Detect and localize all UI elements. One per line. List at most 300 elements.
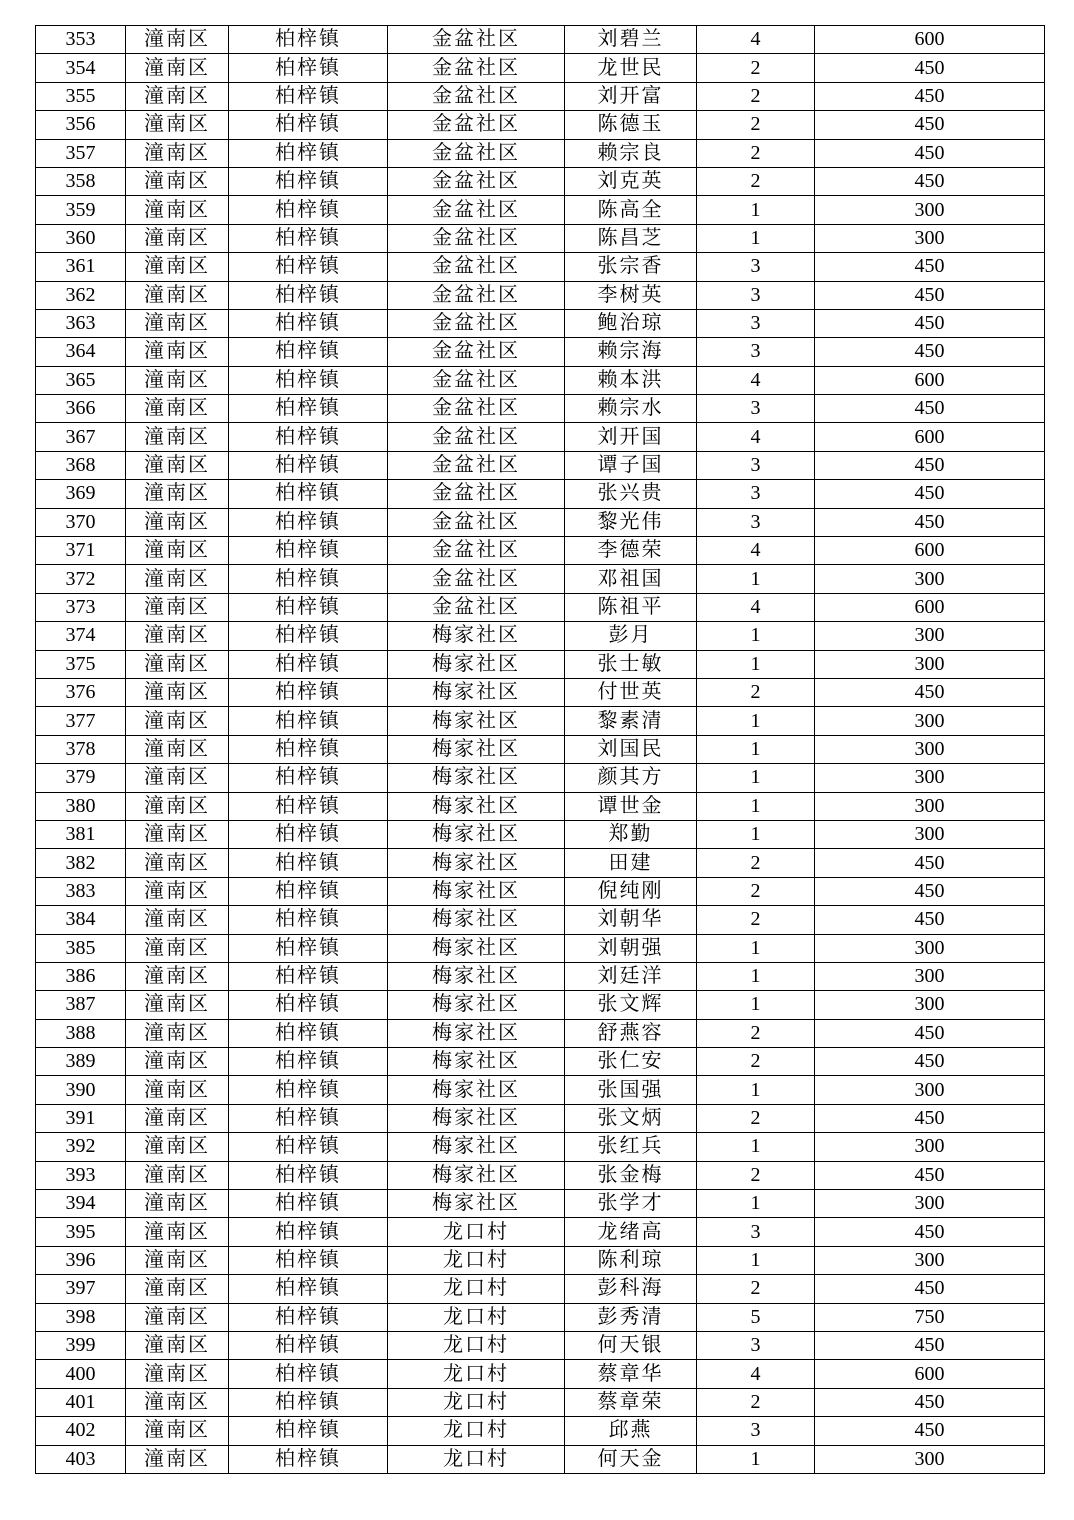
table-row bbox=[36, 707, 1045, 735]
row-number-cell: 393 bbox=[36, 1161, 126, 1189]
table-row bbox=[36, 1246, 1045, 1274]
row-number-cell: 381 bbox=[36, 820, 126, 848]
table-row bbox=[36, 1161, 1045, 1189]
household-size-cell: 4 bbox=[697, 423, 815, 451]
community-cell: 金盆社区 bbox=[388, 309, 565, 337]
row-number-cell: 383 bbox=[36, 877, 126, 905]
town-cell: 柏梓镇 bbox=[229, 1388, 388, 1416]
community-cell: 龙口村 bbox=[388, 1303, 565, 1331]
town-cell: 柏梓镇 bbox=[229, 480, 388, 508]
row-number-cell: 398 bbox=[36, 1303, 126, 1331]
amount-cell: 450 bbox=[815, 309, 1045, 337]
town-cell: 柏梓镇 bbox=[229, 1331, 388, 1359]
town-cell: 柏梓镇 bbox=[229, 820, 388, 848]
household-size-cell: 2 bbox=[697, 678, 815, 706]
household-size-cell: 1 bbox=[697, 934, 815, 962]
amount-cell: 600 bbox=[815, 537, 1045, 565]
community-cell: 金盆社区 bbox=[388, 508, 565, 536]
row-number-cell: 361 bbox=[36, 253, 126, 281]
row-number-cell: 357 bbox=[36, 139, 126, 167]
district-cell: 潼南区 bbox=[126, 622, 229, 650]
name-cell: 张国强 bbox=[565, 1076, 697, 1104]
name-cell: 李德荣 bbox=[565, 537, 697, 565]
name-cell: 张宗香 bbox=[565, 253, 697, 281]
town-cell: 柏梓镇 bbox=[229, 991, 388, 1019]
row-number-cell: 366 bbox=[36, 395, 126, 423]
district-cell: 潼南区 bbox=[126, 820, 229, 848]
row-number-cell: 371 bbox=[36, 537, 126, 565]
amount-cell: 450 bbox=[815, 906, 1045, 934]
name-cell: 谭世金 bbox=[565, 792, 697, 820]
district-cell: 潼南区 bbox=[126, 1417, 229, 1445]
row-number-cell: 402 bbox=[36, 1417, 126, 1445]
district-cell: 潼南区 bbox=[126, 1133, 229, 1161]
amount-cell: 450 bbox=[815, 54, 1045, 82]
name-cell: 刘开国 bbox=[565, 423, 697, 451]
amount-cell: 300 bbox=[815, 565, 1045, 593]
town-cell: 柏梓镇 bbox=[229, 906, 388, 934]
table-row bbox=[36, 1190, 1045, 1218]
name-cell: 陈祖平 bbox=[565, 593, 697, 621]
name-cell: 刘国民 bbox=[565, 735, 697, 763]
district-cell: 潼南区 bbox=[126, 111, 229, 139]
district-cell: 潼南区 bbox=[126, 82, 229, 110]
town-cell: 柏梓镇 bbox=[229, 735, 388, 763]
community-cell: 梅家社区 bbox=[388, 1048, 565, 1076]
name-cell: 张文辉 bbox=[565, 991, 697, 1019]
row-number-cell: 392 bbox=[36, 1133, 126, 1161]
household-size-cell: 3 bbox=[697, 281, 815, 309]
district-cell: 潼南区 bbox=[126, 906, 229, 934]
household-size-cell: 1 bbox=[697, 1445, 815, 1473]
household-size-cell: 3 bbox=[697, 395, 815, 423]
table-row bbox=[36, 139, 1045, 167]
amount-cell: 300 bbox=[815, 792, 1045, 820]
district-cell: 潼南区 bbox=[126, 1360, 229, 1388]
household-size-cell: 1 bbox=[697, 991, 815, 1019]
community-cell: 金盆社区 bbox=[388, 26, 565, 54]
household-size-cell: 1 bbox=[697, 196, 815, 224]
household-size-cell: 2 bbox=[697, 1019, 815, 1047]
row-number-cell: 354 bbox=[36, 54, 126, 82]
amount-cell: 300 bbox=[815, 224, 1045, 252]
row-number-cell: 401 bbox=[36, 1388, 126, 1416]
community-cell: 梅家社区 bbox=[388, 707, 565, 735]
district-cell: 潼南区 bbox=[126, 338, 229, 366]
household-size-cell: 1 bbox=[697, 622, 815, 650]
amount-cell: 450 bbox=[815, 1104, 1045, 1132]
household-size-cell: 3 bbox=[697, 480, 815, 508]
name-cell: 倪纯刚 bbox=[565, 877, 697, 905]
district-cell: 潼南区 bbox=[126, 991, 229, 1019]
amount-cell: 600 bbox=[815, 423, 1045, 451]
table-row bbox=[36, 167, 1045, 195]
household-size-cell: 4 bbox=[697, 1360, 815, 1388]
household-size-cell: 3 bbox=[697, 253, 815, 281]
amount-cell: 300 bbox=[815, 622, 1045, 650]
district-cell: 潼南区 bbox=[126, 253, 229, 281]
name-cell: 龙世民 bbox=[565, 54, 697, 82]
household-size-cell: 2 bbox=[697, 54, 815, 82]
district-cell: 潼南区 bbox=[126, 281, 229, 309]
district-cell: 潼南区 bbox=[126, 707, 229, 735]
name-cell: 张仁安 bbox=[565, 1048, 697, 1076]
name-cell: 刘碧兰 bbox=[565, 26, 697, 54]
row-number-cell: 378 bbox=[36, 735, 126, 763]
amount-cell: 450 bbox=[815, 1019, 1045, 1047]
household-size-cell: 1 bbox=[697, 565, 815, 593]
table-row bbox=[36, 1048, 1045, 1076]
name-cell: 刘克英 bbox=[565, 167, 697, 195]
community-cell: 梅家社区 bbox=[388, 934, 565, 962]
town-cell: 柏梓镇 bbox=[229, 54, 388, 82]
table-row bbox=[36, 537, 1045, 565]
table-row bbox=[36, 1445, 1045, 1473]
household-size-cell: 1 bbox=[697, 820, 815, 848]
name-cell: 黎素清 bbox=[565, 707, 697, 735]
name-cell: 赖宗海 bbox=[565, 338, 697, 366]
amount-cell: 450 bbox=[815, 1331, 1045, 1359]
table-row bbox=[36, 111, 1045, 139]
community-cell: 金盆社区 bbox=[388, 395, 565, 423]
town-cell: 柏梓镇 bbox=[229, 281, 388, 309]
town-cell: 柏梓镇 bbox=[229, 1161, 388, 1189]
district-cell: 潼南区 bbox=[126, 224, 229, 252]
district-cell: 潼南区 bbox=[126, 1303, 229, 1331]
amount-cell: 300 bbox=[815, 934, 1045, 962]
row-number-cell: 365 bbox=[36, 366, 126, 394]
table-row bbox=[36, 1133, 1045, 1161]
household-size-cell: 3 bbox=[697, 309, 815, 337]
community-cell: 龙口村 bbox=[388, 1360, 565, 1388]
town-cell: 柏梓镇 bbox=[229, 650, 388, 678]
town-cell: 柏梓镇 bbox=[229, 792, 388, 820]
name-cell: 张兴贵 bbox=[565, 480, 697, 508]
town-cell: 柏梓镇 bbox=[229, 167, 388, 195]
amount-cell: 450 bbox=[815, 1218, 1045, 1246]
table-row bbox=[36, 338, 1045, 366]
amount-cell: 300 bbox=[815, 1076, 1045, 1104]
household-size-cell: 4 bbox=[697, 366, 815, 394]
district-cell: 潼南区 bbox=[126, 735, 229, 763]
town-cell: 柏梓镇 bbox=[229, 962, 388, 990]
household-size-cell: 2 bbox=[697, 1104, 815, 1132]
amount-cell: 300 bbox=[815, 764, 1045, 792]
row-number-cell: 397 bbox=[36, 1275, 126, 1303]
community-cell: 金盆社区 bbox=[388, 565, 565, 593]
district-cell: 潼南区 bbox=[126, 167, 229, 195]
row-number-cell: 368 bbox=[36, 451, 126, 479]
household-size-cell: 2 bbox=[697, 877, 815, 905]
community-cell: 金盆社区 bbox=[388, 480, 565, 508]
name-cell: 谭子国 bbox=[565, 451, 697, 479]
household-size-cell: 2 bbox=[697, 906, 815, 934]
table-row bbox=[36, 54, 1045, 82]
household-size-cell: 2 bbox=[697, 139, 815, 167]
amount-cell: 300 bbox=[815, 735, 1045, 763]
household-size-cell: 2 bbox=[697, 1275, 815, 1303]
community-cell: 龙口村 bbox=[388, 1331, 565, 1359]
name-cell: 张学才 bbox=[565, 1190, 697, 1218]
records-table-body bbox=[36, 26, 1045, 1474]
amount-cell: 300 bbox=[815, 1190, 1045, 1218]
community-cell: 梅家社区 bbox=[388, 764, 565, 792]
table-row bbox=[36, 1019, 1045, 1047]
community-cell: 梅家社区 bbox=[388, 1133, 565, 1161]
household-size-cell: 1 bbox=[697, 1190, 815, 1218]
row-number-cell: 356 bbox=[36, 111, 126, 139]
town-cell: 柏梓镇 bbox=[229, 565, 388, 593]
community-cell: 梅家社区 bbox=[388, 735, 565, 763]
household-size-cell: 2 bbox=[697, 1161, 815, 1189]
community-cell: 金盆社区 bbox=[388, 281, 565, 309]
name-cell: 彭秀清 bbox=[565, 1303, 697, 1331]
amount-cell: 450 bbox=[815, 1388, 1045, 1416]
row-number-cell: 374 bbox=[36, 622, 126, 650]
amount-cell: 450 bbox=[815, 253, 1045, 281]
town-cell: 柏梓镇 bbox=[229, 934, 388, 962]
table-row bbox=[36, 1218, 1045, 1246]
household-size-cell: 3 bbox=[697, 451, 815, 479]
town-cell: 柏梓镇 bbox=[229, 366, 388, 394]
amount-cell: 450 bbox=[815, 508, 1045, 536]
table-row bbox=[36, 253, 1045, 281]
community-cell: 金盆社区 bbox=[388, 139, 565, 167]
name-cell: 颜其方 bbox=[565, 764, 697, 792]
name-cell: 郑勤 bbox=[565, 820, 697, 848]
district-cell: 潼南区 bbox=[126, 480, 229, 508]
table-row bbox=[36, 395, 1045, 423]
town-cell: 柏梓镇 bbox=[229, 1133, 388, 1161]
name-cell: 张红兵 bbox=[565, 1133, 697, 1161]
household-size-cell: 4 bbox=[697, 593, 815, 621]
town-cell: 柏梓镇 bbox=[229, 1076, 388, 1104]
district-cell: 潼南区 bbox=[126, 196, 229, 224]
community-cell: 金盆社区 bbox=[388, 224, 565, 252]
town-cell: 柏梓镇 bbox=[229, 678, 388, 706]
district-cell: 潼南区 bbox=[126, 962, 229, 990]
row-number-cell: 396 bbox=[36, 1246, 126, 1274]
town-cell: 柏梓镇 bbox=[229, 1104, 388, 1132]
community-cell: 龙口村 bbox=[388, 1445, 565, 1473]
table-row bbox=[36, 196, 1045, 224]
name-cell: 蔡章荣 bbox=[565, 1388, 697, 1416]
district-cell: 潼南区 bbox=[126, 1161, 229, 1189]
amount-cell: 300 bbox=[815, 650, 1045, 678]
amount-cell: 450 bbox=[815, 451, 1045, 479]
town-cell: 柏梓镇 bbox=[229, 877, 388, 905]
household-size-cell: 3 bbox=[697, 1331, 815, 1359]
name-cell: 赖宗水 bbox=[565, 395, 697, 423]
name-cell: 张文炳 bbox=[565, 1104, 697, 1132]
amount-cell: 450 bbox=[815, 82, 1045, 110]
table-row bbox=[36, 1417, 1045, 1445]
town-cell: 柏梓镇 bbox=[229, 1360, 388, 1388]
table-row bbox=[36, 1104, 1045, 1132]
table-row bbox=[36, 820, 1045, 848]
community-cell: 金盆社区 bbox=[388, 338, 565, 366]
town-cell: 柏梓镇 bbox=[229, 1275, 388, 1303]
amount-cell: 450 bbox=[815, 1275, 1045, 1303]
amount-cell: 450 bbox=[815, 1161, 1045, 1189]
community-cell: 梅家社区 bbox=[388, 1104, 565, 1132]
table-row bbox=[36, 1275, 1045, 1303]
household-size-cell: 1 bbox=[697, 1246, 815, 1274]
town-cell: 柏梓镇 bbox=[229, 196, 388, 224]
row-number-cell: 391 bbox=[36, 1104, 126, 1132]
amount-cell: 450 bbox=[815, 139, 1045, 167]
amount-cell: 300 bbox=[815, 707, 1045, 735]
community-cell: 梅家社区 bbox=[388, 991, 565, 1019]
table-row bbox=[36, 962, 1045, 990]
community-cell: 梅家社区 bbox=[388, 1190, 565, 1218]
amount-cell: 300 bbox=[815, 820, 1045, 848]
table-row bbox=[36, 1076, 1045, 1104]
community-cell: 金盆社区 bbox=[388, 593, 565, 621]
row-number-cell: 400 bbox=[36, 1360, 126, 1388]
town-cell: 柏梓镇 bbox=[229, 309, 388, 337]
table-row bbox=[36, 26, 1045, 54]
town-cell: 柏梓镇 bbox=[229, 1218, 388, 1246]
row-number-cell: 390 bbox=[36, 1076, 126, 1104]
row-number-cell: 389 bbox=[36, 1048, 126, 1076]
table-row bbox=[36, 650, 1045, 678]
name-cell: 李树英 bbox=[565, 281, 697, 309]
household-size-cell: 1 bbox=[697, 764, 815, 792]
town-cell: 柏梓镇 bbox=[229, 338, 388, 366]
name-cell: 刘朝华 bbox=[565, 906, 697, 934]
district-cell: 潼南区 bbox=[126, 423, 229, 451]
town-cell: 柏梓镇 bbox=[229, 622, 388, 650]
community-cell: 梅家社区 bbox=[388, 1161, 565, 1189]
district-cell: 潼南区 bbox=[126, 792, 229, 820]
row-number-cell: 394 bbox=[36, 1190, 126, 1218]
name-cell: 刘廷洋 bbox=[565, 962, 697, 990]
household-size-cell: 2 bbox=[697, 1388, 815, 1416]
table-row bbox=[36, 764, 1045, 792]
amount-cell: 300 bbox=[815, 991, 1045, 1019]
district-cell: 潼南区 bbox=[126, 593, 229, 621]
household-size-cell: 3 bbox=[697, 338, 815, 366]
community-cell: 金盆社区 bbox=[388, 54, 565, 82]
town-cell: 柏梓镇 bbox=[229, 82, 388, 110]
community-cell: 梅家社区 bbox=[388, 1076, 565, 1104]
row-number-cell: 376 bbox=[36, 678, 126, 706]
district-cell: 潼南区 bbox=[126, 1331, 229, 1359]
household-size-cell: 2 bbox=[697, 111, 815, 139]
amount-cell: 450 bbox=[815, 1048, 1045, 1076]
community-cell: 梅家社区 bbox=[388, 906, 565, 934]
name-cell: 鲍治琼 bbox=[565, 309, 697, 337]
household-size-cell: 4 bbox=[697, 26, 815, 54]
community-cell: 梅家社区 bbox=[388, 849, 565, 877]
table-row bbox=[36, 792, 1045, 820]
town-cell: 柏梓镇 bbox=[229, 253, 388, 281]
row-number-cell: 358 bbox=[36, 167, 126, 195]
community-cell: 梅家社区 bbox=[388, 792, 565, 820]
name-cell: 彭科海 bbox=[565, 1275, 697, 1303]
town-cell: 柏梓镇 bbox=[229, 1048, 388, 1076]
town-cell: 柏梓镇 bbox=[229, 593, 388, 621]
name-cell: 龙绪高 bbox=[565, 1218, 697, 1246]
household-size-cell: 2 bbox=[697, 82, 815, 110]
amount-cell: 450 bbox=[815, 1417, 1045, 1445]
name-cell: 彭月 bbox=[565, 622, 697, 650]
records-table bbox=[35, 25, 1045, 1474]
name-cell: 刘开富 bbox=[565, 82, 697, 110]
community-cell: 梅家社区 bbox=[388, 962, 565, 990]
town-cell: 柏梓镇 bbox=[229, 451, 388, 479]
row-number-cell: 353 bbox=[36, 26, 126, 54]
community-cell: 梅家社区 bbox=[388, 650, 565, 678]
district-cell: 潼南区 bbox=[126, 26, 229, 54]
community-cell: 梅家社区 bbox=[388, 820, 565, 848]
amount-cell: 450 bbox=[815, 167, 1045, 195]
table-row bbox=[36, 508, 1045, 536]
town-cell: 柏梓镇 bbox=[229, 423, 388, 451]
district-cell: 潼南区 bbox=[126, 537, 229, 565]
amount-cell: 450 bbox=[815, 281, 1045, 309]
district-cell: 潼南区 bbox=[126, 650, 229, 678]
table-row bbox=[36, 1331, 1045, 1359]
district-cell: 潼南区 bbox=[126, 1019, 229, 1047]
household-size-cell: 3 bbox=[697, 1218, 815, 1246]
amount-cell: 300 bbox=[815, 962, 1045, 990]
row-number-cell: 364 bbox=[36, 338, 126, 366]
community-cell: 梅家社区 bbox=[388, 678, 565, 706]
town-cell: 柏梓镇 bbox=[229, 537, 388, 565]
row-number-cell: 379 bbox=[36, 764, 126, 792]
table-row bbox=[36, 366, 1045, 394]
town-cell: 柏梓镇 bbox=[229, 26, 388, 54]
amount-cell: 450 bbox=[815, 395, 1045, 423]
town-cell: 柏梓镇 bbox=[229, 395, 388, 423]
town-cell: 柏梓镇 bbox=[229, 139, 388, 167]
name-cell: 张金梅 bbox=[565, 1161, 697, 1189]
household-size-cell: 2 bbox=[697, 1048, 815, 1076]
town-cell: 柏梓镇 bbox=[229, 111, 388, 139]
town-cell: 柏梓镇 bbox=[229, 849, 388, 877]
town-cell: 柏梓镇 bbox=[229, 1019, 388, 1047]
amount-cell: 600 bbox=[815, 1360, 1045, 1388]
row-number-cell: 372 bbox=[36, 565, 126, 593]
district-cell: 潼南区 bbox=[126, 1218, 229, 1246]
table-row bbox=[36, 224, 1045, 252]
row-number-cell: 370 bbox=[36, 508, 126, 536]
district-cell: 潼南区 bbox=[126, 678, 229, 706]
household-size-cell: 3 bbox=[697, 508, 815, 536]
community-cell: 梅家社区 bbox=[388, 1019, 565, 1047]
town-cell: 柏梓镇 bbox=[229, 1303, 388, 1331]
row-number-cell: 382 bbox=[36, 849, 126, 877]
table-row bbox=[36, 1360, 1045, 1388]
table-row bbox=[36, 1388, 1045, 1416]
town-cell: 柏梓镇 bbox=[229, 1246, 388, 1274]
table-row bbox=[36, 309, 1045, 337]
household-size-cell: 2 bbox=[697, 167, 815, 195]
community-cell: 龙口村 bbox=[388, 1275, 565, 1303]
household-size-cell: 1 bbox=[697, 1133, 815, 1161]
row-number-cell: 399 bbox=[36, 1331, 126, 1359]
household-size-cell: 1 bbox=[697, 1076, 815, 1104]
community-cell: 梅家社区 bbox=[388, 622, 565, 650]
amount-cell: 450 bbox=[815, 480, 1045, 508]
town-cell: 柏梓镇 bbox=[229, 764, 388, 792]
household-size-cell: 1 bbox=[697, 962, 815, 990]
row-number-cell: 380 bbox=[36, 792, 126, 820]
amount-cell: 450 bbox=[815, 338, 1045, 366]
name-cell: 舒燕容 bbox=[565, 1019, 697, 1047]
